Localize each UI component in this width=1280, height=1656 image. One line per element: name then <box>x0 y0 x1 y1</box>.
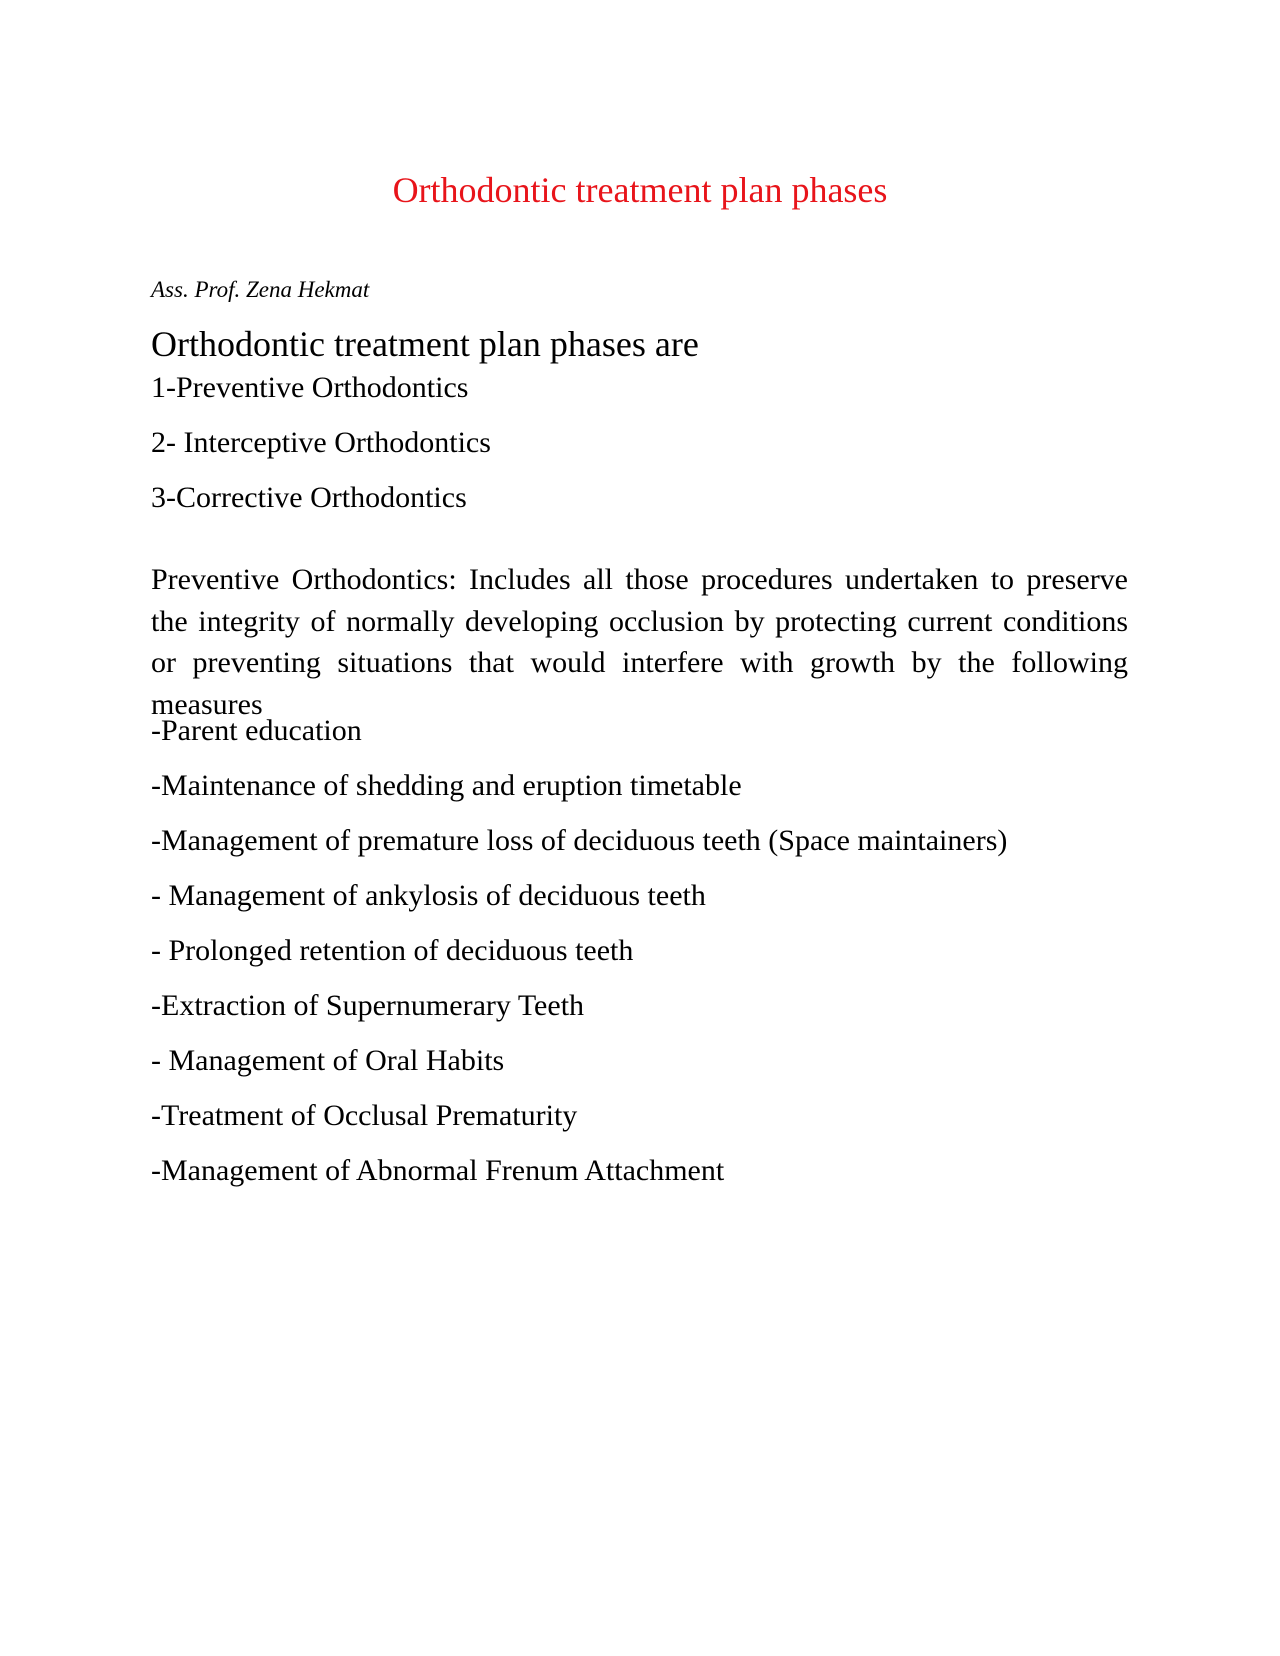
measure-item-4: - Management of ankylosis of deciduous teeth <box>151 879 706 912</box>
preventive-definition-paragraph: Preventive Orthodontics: Includes all those procedures undertaken to preserve the integrity of normally developing occlusion by protecting current conditions or preventing situations that would interfere with growth by the following measures <box>151 563 1128 721</box>
document-title: Orthodontic treatment plan phases <box>392 170 888 210</box>
author-line: Ass. Prof. Zena Hekmat <box>151 277 370 302</box>
measure-item-1: -Parent education <box>151 714 362 747</box>
measure-item-3: -Management of premature loss of deciduous teeth (Space maintainers) <box>151 824 1008 857</box>
phase-item-1: 1-Preventive Orthodontics <box>151 371 469 404</box>
phase-item-2: 2- Interceptive Orthodontics <box>151 426 491 459</box>
measure-item-6: -Extraction of Supernumerary Teeth <box>151 989 585 1022</box>
section-heading: Orthodontic treatment plan phases are <box>151 324 699 364</box>
measure-item-8: -Treatment of Occlusal Prematurity <box>151 1099 578 1132</box>
measure-item-9: -Management of Abnormal Frenum Attachment <box>151 1154 725 1187</box>
phase-item-3: 3-Corrective Orthodontics <box>151 481 467 514</box>
measure-item-7: - Management of Oral Habits <box>151 1044 505 1077</box>
measure-item-5: - Prolonged retention of deciduous teeth <box>151 934 634 967</box>
measure-item-2: -Maintenance of shedding and eruption timetable <box>151 769 742 802</box>
